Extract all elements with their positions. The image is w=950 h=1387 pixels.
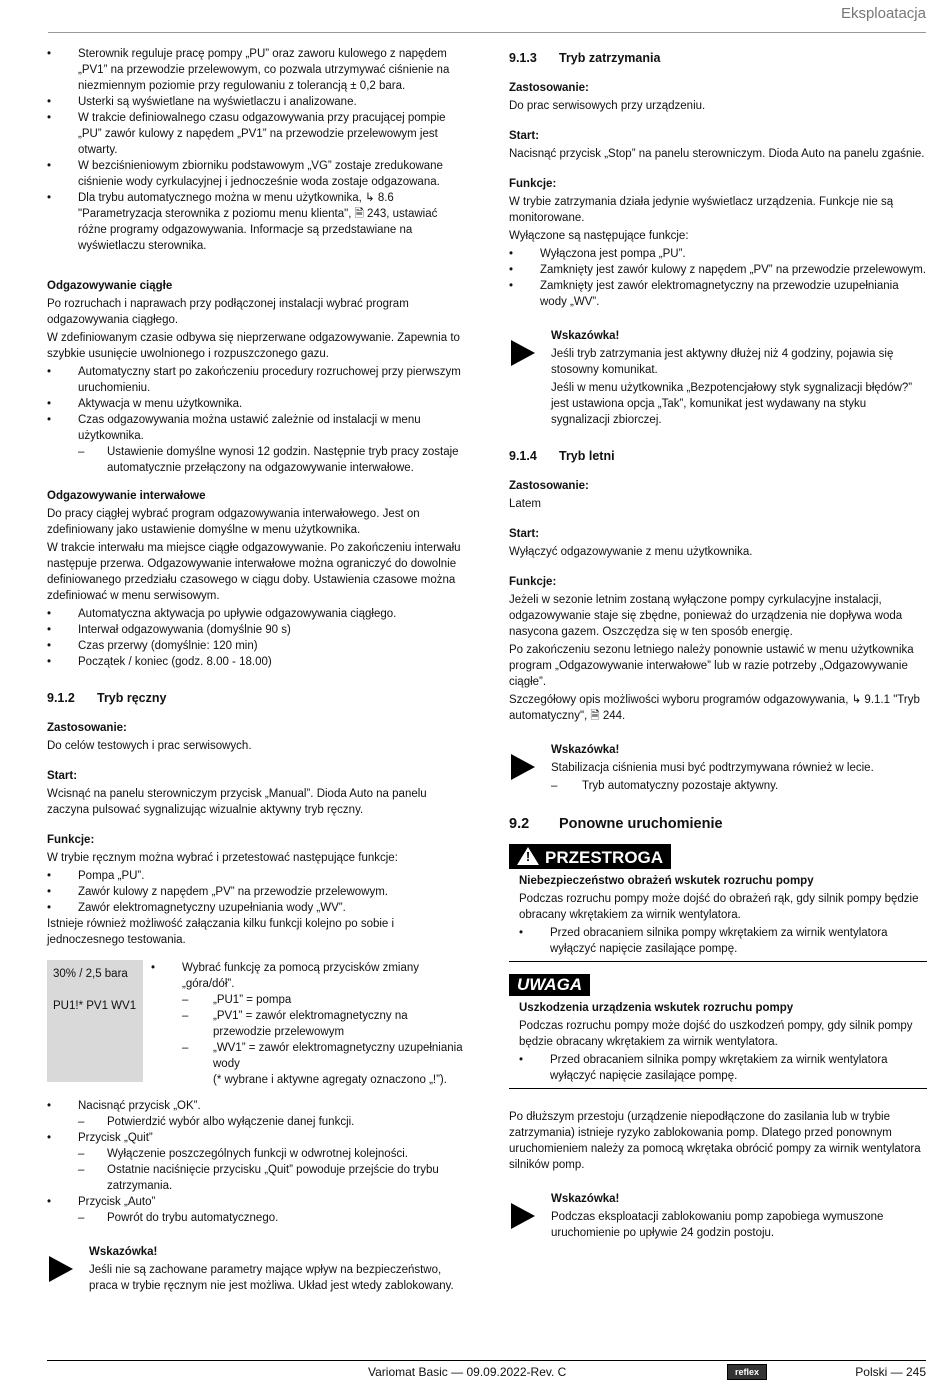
paragraph: Wyłączyć odgazowywanie z menu użytkownika.: [509, 546, 753, 558]
interval-list: [47, 606, 467, 670]
paragraph: Do prac serwisowych przy urządzeniu.: [509, 100, 706, 112]
paragraph: W trybie ręcznym można wybrać i przetestować następujące funkcje:: [47, 852, 398, 864]
paragraph: W zdefiniowanym czasie odbywa się nieprzerwane odgazowywanie. Zapewnia to szybkie usunięcie uwolnionego i rozpuszczonego gazu.: [47, 332, 460, 360]
list-item: • W bezciśnieniowym zbiorniku podstawowym „VG” zostaje zredukowane ciśnienie wody cyrkulacyjnej i jednocześnie woda zostaje odgazowana.: [47, 158, 467, 190]
play-arrow-icon: [49, 1256, 73, 1282]
paragraph: Jeżeli w sezonie letnim zostaną wyłączone pompy cyrkulacyjne instalacji, odgazowywanie staje się zbędne, ponieważ do urządzenia nie dopływa woda nasycona gazem. Oszczędza się w ten sposób energię.: [509, 594, 903, 638]
note-text: Stabilizacja ciśnienia musi być podtrzymywana również w lecie.: [551, 762, 874, 774]
page-header-title: Eksploatacja: [840, 5, 926, 22]
list-item: • Przycisk „Quit”: [47, 1130, 467, 1146]
paragraph: W trakcie interwału ma miejsce ciągłe odgazowywanie. Po zakończeniu interwału następuje przerwa. Odgazowywanie interwałowe można ograniczyć do dowolnie definiowanego przedziału czasowego w ciągu doby. Ustawienia czasowe można zdefiniować w menu serwisowym.: [47, 542, 461, 602]
note-text: Jeśli tryb zatrzymania jest aktywny dłużej niż 4 godziny, pojawia się stosowny komunikat.: [551, 348, 894, 376]
list-item: • Zamknięty jest zawór kulowy z napędem „PV” na przewodzie przelewowym.: [509, 262, 927, 278]
header-divider: [48, 32, 926, 33]
list-item: • Zawór elektromagnetyczny uzupełniania wody „WV”.: [47, 900, 467, 916]
list-item: • Czas odgazowywania można ustawić zależnie od instalacji w menu użytkownika.: [47, 412, 467, 444]
list-item: – „WV1” = zawór elektromagnetyczny uzupełniania wody: [182, 1040, 467, 1072]
note-title: Wskazówka!: [551, 1193, 620, 1205]
list-item: – Wyłączenie poszczególnych funkcji w odwrotnej kolejności.: [47, 1146, 467, 1162]
display-line: 30% / 2,5 bara: [53, 968, 128, 980]
paragraph: Wcisnąć na panelu sterowniczym przycisk „Manual”. Dioda Auto na panelu zaczyna pulsować sygnalizując wizualnie aktywny tryb ręczny.: [47, 788, 427, 816]
play-arrow-icon: [511, 1203, 535, 1229]
label: Start:: [509, 528, 540, 540]
list-item: • Zamknięty jest zawór elektromagnetyczny na przewodzie uzupełniania wody „WV”.: [509, 278, 927, 310]
list-item: • Początek / koniec (godz. 8.00 - 18.00): [47, 654, 467, 670]
label: Start:: [509, 130, 540, 142]
note-box: [509, 1191, 927, 1241]
list-item: • Automatyczna aktywacja po upływie odgazowywania ciągłego.: [47, 606, 467, 622]
function-list: [47, 868, 467, 916]
label: Funkcje:: [47, 834, 95, 846]
paragraph: Po zakończeniu sezonu letniego należy ponownie ustawić w menu użytkownika program „Odgazowywanie interwałowe” lub w razie potrzeby „Odgazowywanie ciągłe”.: [509, 644, 914, 688]
paragraph: Szczegółowy opis możliwości wyboru programów odgazowywania, ↳ 9.1.1 "Tryb automatyczny", 🗎 244.: [509, 694, 920, 722]
list-item: – Powrót do trybu automatycznego.: [47, 1210, 467, 1226]
note-text: Jeśli nie są zachowane parametry mające wpływ na bezpieczeństwo, praca w trybie ręcznym nie jest możliwa. Układ jest wtedy zablokowany.: [89, 1264, 454, 1292]
paragraph: Wyłączone są następujące funkcje:: [509, 230, 689, 242]
button-list: [47, 1098, 467, 1114]
list-item: • Czas przerwy (domyślnie: 120 min): [47, 638, 467, 654]
label: Funkcje:: [509, 178, 557, 190]
list-item: – „PV1” = zawór elektromagnetyczny na przewodzie przelewowym: [182, 1008, 467, 1040]
note-title: Wskazówka!: [551, 744, 620, 756]
list-item: • Przed obracaniem silnika pompy wkrętakiem za wirnik wentylatora wyłączyć napięcie zasilające pompę.: [519, 1052, 927, 1084]
note-text: Jeśli w menu użytkownika „Bezpotencjałowy styk sygnalizacji błędów?” jest ustawiona opcja „Tak”, komunikat jest wydawany na styku sygnalizacji zbiorczej.: [551, 382, 913, 426]
list-item: • Aktywacja w menu użytkownika.: [47, 396, 467, 412]
paragraph: Po dłuższym przestoju (urządzenie niepodłączone do zasilania lub w trybie zatrzymania) istnieje ryzyko zablokowania pomp. Dlatego przed ponownym uruchomieniem należy za pomocą wkrętaka obrócić pompy za wirnik wentylatora silników pomp.: [509, 1111, 921, 1171]
interval-title: Odgazowywanie interwałowe: [47, 490, 206, 502]
caution-title: Niebezpieczeństwo obrażeń wskutek rozruchu pompy: [519, 875, 814, 887]
display-table: [47, 960, 467, 1090]
continuous-title: Odgazowywanie ciągłe: [47, 280, 173, 292]
note-text: Podczas eksploatacji zablokowaniu pomp zapobiega wymuszone uruchomienie po upływie 24 godzin postoju.: [551, 1211, 884, 1239]
list-item: • Wyłączona jest pompa „PU”.: [509, 246, 927, 262]
list-item: • W trakcie definiowalnego czasu odgazowywania przy pracującej pompie „PU” zawór kulowy z napędem „PV1” na przewodzie przelewowym jest otwarty.: [47, 110, 467, 158]
warning-triangle-icon: !: [517, 847, 539, 865]
play-arrow-icon: [511, 340, 535, 366]
right-column: [509, 46, 927, 1255]
label: Funkcje:: [509, 576, 557, 588]
intro-list: [47, 46, 467, 254]
paragraph: Do celów testowych i prac serwisowych.: [47, 740, 252, 752]
footer-divider: [47, 1360, 926, 1361]
list-item: – „PU1” = pompa: [182, 992, 467, 1008]
footer-doc: Variomat Basic — 09.09.2022-Rev. C: [368, 1365, 567, 1379]
continuous-list: [47, 364, 467, 444]
play-arrow-icon: [511, 754, 535, 780]
note-box: [509, 742, 927, 794]
paragraph: Do pracy ciągłej wybrać program odgazowywania interwałowego. Jest on zdefiniowany jako ustawienie domyślne w menu użytkownika.: [47, 508, 420, 536]
list-item: • Przycisk „Auto”: [47, 1194, 467, 1210]
note-box: [47, 1244, 467, 1294]
list-item: – Ustawienie domyślne wynosi 12 godzin. Następnie tryb pracy zostaje automatycznie przełączony na odgazowywanie interwałowe.: [47, 444, 467, 476]
reflex-logo: reflex: [727, 1364, 767, 1380]
notice-box: [509, 974, 927, 1089]
list-item: – Ostatnie naciśnięcie przycisku „Quit” powoduje przejście do trybu zatrzymania.: [47, 1162, 467, 1194]
label: Zastosowanie:: [509, 82, 589, 94]
paragraph: Istnieje również możliwość załączania kilku funkcji kolejno po sobie i jednoczesnego testowania.: [47, 918, 395, 946]
paragraph: W trybie zatrzymania działa jedynie wyświetlacz urządzenia. Funkcje nie są monitorowane.: [509, 196, 894, 224]
caution-text: Podczas rozruchu pompy może dojść do obrażeń rąk, gdy silnik pompy będzie obracany wkrętakiem za wirnik wentylatora.: [519, 893, 919, 921]
list-item: • Wybrać funkcję za pomocą przycisków zmiany „góra/dół”.: [151, 960, 467, 992]
continuous-dash-list: [47, 444, 467, 476]
note-title: Wskazówka!: [551, 330, 620, 342]
note-box: [509, 328, 927, 428]
left-column: [47, 46, 467, 1308]
display-note: (* wybrane i aktywne agregaty oznaczono „!”).: [213, 1074, 447, 1086]
list-item: • Automatyczny start po zakończeniu procedury rozruchowej przy pierwszym uruchomieniu.: [47, 364, 467, 396]
label: Zastosowanie:: [509, 480, 589, 492]
notice-text: Podczas rozruchu pompy może dojść do uszkodzeń pompy, gdy silnik pompy będzie obracany wkrętakiem za wirnik wentylatora.: [519, 1020, 913, 1048]
note-title: Wskazówka!: [89, 1246, 158, 1258]
list-item: • Sterownik reguluje pracę pompy „PU” oraz zaworu kulowego z napędem „PV1” na przewodzie przelewowym, co pozwala utrzymywać ciśnienie na niezmiennym poziomie przy regulowaniu z tolerancją ± 0,2 bara.: [47, 46, 467, 94]
label: Start:: [47, 770, 78, 782]
list-item: • Interwał odgazowywania (domyślnie 90 s): [47, 622, 467, 638]
section-heading-restart: 9.2 Ponowne uruchomienie: [509, 816, 723, 832]
display-instructions: [143, 960, 467, 1090]
display-line: PU1!* PV1 WV1: [53, 1000, 137, 1012]
paragraph: Po rozruchach i naprawach przy podłączonej instalacji wybrać program odgazowywania ciągłego.: [47, 298, 409, 326]
list-item: • Usterki są wyświetlane na wyświetlaczu i analizowane.: [47, 94, 467, 110]
notice-title: Uszkodzenia urządzenia wskutek rozruchu pompy: [519, 1002, 794, 1014]
section-heading-stop: 9.1.3 Tryb zatrzymania: [509, 51, 661, 65]
caution-label: ! PRZESTROGA: [509, 844, 671, 869]
list-item: • Przed obracaniem silnika pompy wkrętakiem za wirnik wentylatora wyłączyć napięcie zasilające pompę.: [519, 925, 927, 957]
label: Zastosowanie:: [47, 722, 127, 734]
list-item: • Dla trybu automatycznego można w menu użytkownika, ↳ 8.6 "Parametryzacja sterownika z poziomu menu klienta", 🗎 243, ustawiać różne programy odgazowywania. Informacje są przedstawiane na wyświetlaczu sterownika.: [47, 190, 467, 254]
list-item: • Nacisnąć przycisk „OK”.: [47, 1098, 467, 1114]
list-item: • Pompa „PU”.: [47, 868, 467, 884]
footer-page: Polski — 245: [855, 1365, 926, 1379]
section-heading-manual: 9.1.2 Tryb ręczny: [47, 691, 167, 705]
section-heading-summer: 9.1.4 Tryb letni: [509, 449, 615, 463]
list-item: – Potwierdzić wybór albo wyłączenie danej funkcji.: [47, 1114, 467, 1130]
list-item: – Tryb automatyczny pozostaje aktywny.: [551, 778, 927, 794]
display-screen: [47, 960, 143, 1082]
stop-list: [509, 246, 927, 310]
paragraph: Nacisnąć przycisk „Stop” na panelu sterowniczym. Dioda Auto na panelu zgaśnie.: [509, 148, 925, 160]
caution-box: [509, 844, 927, 962]
notice-label: UWAGA: [509, 974, 590, 996]
list-item: • Zawór kulowy z napędem „PV” na przewodzie przelewowym.: [47, 884, 467, 900]
paragraph: Latem: [509, 498, 541, 510]
